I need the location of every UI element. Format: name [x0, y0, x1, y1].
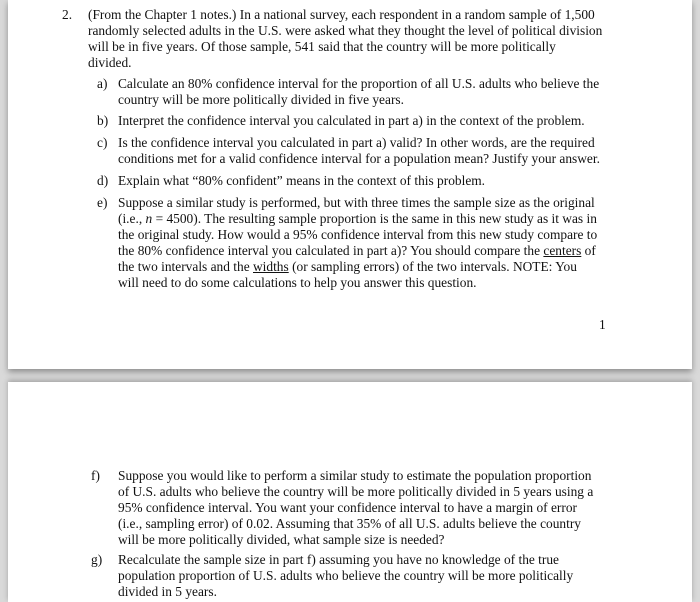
text-line: conditions met for a valid confidence interval for a population mean? Justify your answer. [118, 151, 600, 166]
text-line: (i.e., sampling error) of 0.02. Assuming that 35% of all U.S. adults believe the country [118, 516, 582, 531]
text-line: Is the confidence interval you calculated in part a) valid? In other words, are the required [118, 135, 595, 150]
text-line: will be in five years. Of those sample, 541 said that the country will be more politically [88, 39, 556, 54]
text-line: population proportion of U.S. adults who believe the country will be more politically [118, 568, 574, 583]
text-line: 95% confidence interval. You want your confidence interval to have a margin of error [118, 500, 577, 515]
part-label: d) [97, 173, 109, 188]
document-page-1 [8, 0, 692, 369]
part-label: b) [97, 113, 109, 128]
text-line: divided in 5 years. [118, 584, 217, 599]
page-number: 1 [599, 317, 606, 332]
part-label: g) [91, 552, 103, 567]
text-line: the 80% confidence interval you calculated in part a)? You should compare the centers of [118, 243, 596, 258]
text-line: of U.S. adults who believe the country will be more politically divided in 5 years using a [118, 484, 594, 499]
part-label: a) [97, 76, 108, 91]
part-label: f) [91, 468, 100, 483]
text-line: will be more politically divided, what sample size is needed? [118, 532, 445, 547]
document-page-2 [8, 382, 692, 602]
text-line: Calculate an 80% confidence interval for the proportion of all U.S. adults who believe the [118, 76, 600, 91]
text-line: divided. [88, 55, 132, 70]
text-line: Explain what “80% confident” means in the context of this problem. [118, 173, 486, 188]
text-line: Suppose you would like to perform a similar study to estimate the population proportion [118, 468, 592, 483]
text-line: randomly selected adults in the U.S. were asked what they thought the level of political division [88, 23, 603, 38]
text-line: (i.e., n = 4500). The resulting sample proportion is the same in this new study as it was in [118, 211, 597, 226]
text-line: will need to do some calculations to help you answer this question. [118, 275, 477, 290]
part-label: c) [97, 135, 108, 150]
question-number: 2. [62, 7, 73, 22]
text-line: (From the Chapter 1 notes.) In a national survey, each respondent in a random sample of 1,500 [88, 7, 595, 22]
text-line: Interpret the confidence interval you calculated in part a) in the context of the problem. [118, 113, 585, 128]
text-line: country will be more politically divided in five years. [118, 92, 404, 107]
text-line: Suppose a similar study is performed, but with three times the sample size as the original [118, 195, 595, 210]
text-line: the original study. How would a 95% confidence interval from this new study compare to [118, 227, 598, 242]
text-line: Recalculate the sample size in part f) assuming you have no knowledge of the true [118, 552, 560, 567]
part-label: e) [97, 195, 108, 210]
text-line: the two intervals and the widths (or sampling errors) of the two intervals. NOTE: You [118, 259, 577, 274]
